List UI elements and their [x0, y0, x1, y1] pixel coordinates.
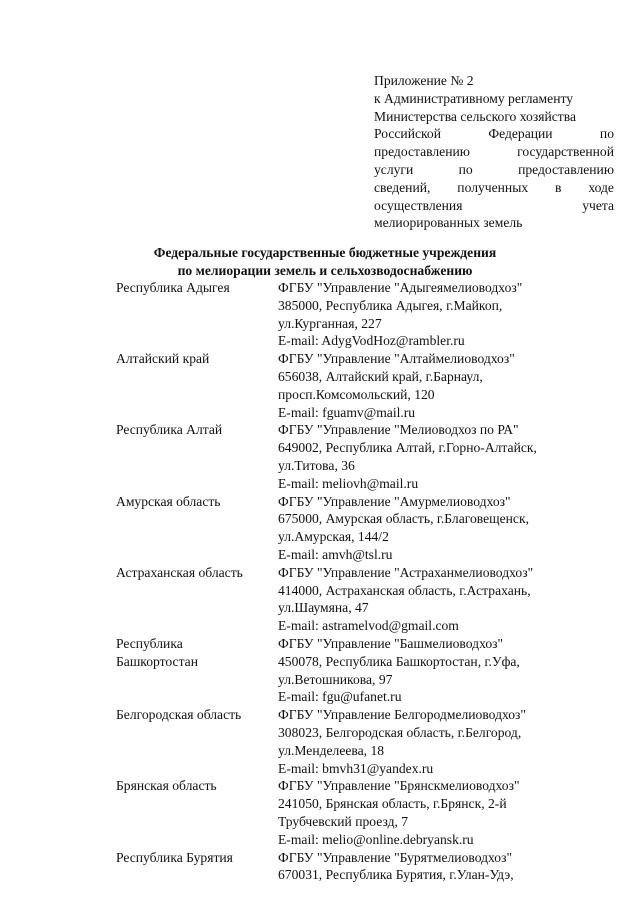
institution-list [116, 279, 616, 884]
institution-entry [116, 493, 616, 564]
region-line: Астраханская область [116, 564, 243, 580]
institution-line: ФГБУ "Управление "Астраханмелиоводхоз" [278, 564, 534, 580]
institution-details [278, 421, 616, 492]
institution-line: 450078, Республика Башкортостан, г.Уфа, [278, 653, 520, 669]
institution-email: E-mail: meliovh@mail.ru [278, 475, 419, 491]
institution-details [278, 849, 616, 885]
institution-details [278, 350, 616, 421]
institution-line: ФГБУ "Управление "Мелиоводхоз по РА" [278, 422, 519, 438]
institution-line: 385000, Республика Адыгея, г.Майкоп, [278, 297, 503, 313]
appendix-line [374, 143, 614, 161]
region-line: Республика Алтай [116, 422, 223, 438]
appendix-word: государственной [517, 144, 614, 160]
appendix-word: по [599, 126, 614, 142]
institution-details [278, 493, 616, 564]
institution-line: ул.Титова, 36 [278, 457, 355, 473]
institution-line: 656038, Алтайский край, г.Барнаул, [278, 368, 483, 384]
region-name [116, 706, 278, 777]
region-line: Республика Адыгея [116, 280, 230, 295]
institution-details [278, 279, 616, 350]
institution-line: Трубчевский проезд, 7 [278, 813, 409, 829]
appendix-word: услуги [374, 161, 414, 177]
appendix-line [374, 197, 614, 215]
institution-entry [116, 706, 616, 777]
institution-email: E-mail: AdygVodHoz@rambler.ru [278, 333, 465, 349]
institution-entry [116, 279, 616, 350]
appendix-line: к Административному регламенту [374, 90, 574, 106]
region-name [116, 777, 278, 848]
appendix-line [374, 179, 614, 197]
institution-email: E-mail: fgu@ufanet.ru [278, 689, 402, 705]
region-name [116, 564, 278, 635]
title-line-1: Федеральные государственные бюджетные учреждения [153, 245, 497, 260]
institution-line: ул.Курганная, 227 [278, 315, 382, 331]
region-name [116, 421, 278, 492]
appendix-line: Министерства сельского хозяйства [374, 108, 576, 124]
region-name [116, 350, 278, 421]
institution-line: ФГБУ "Управление "Адыгеямелиоводхоз" [278, 280, 523, 295]
institution-line: просп.Комсомольский, 120 [278, 386, 435, 402]
institution-line: ФГБУ "Управление "Брянскмелиоводхоз" [278, 778, 520, 794]
institution-line: ФГБУ "Управление "Бурятмелиоводхоз" [278, 849, 513, 865]
institution-line: ул.Амурская, 144/2 [278, 529, 389, 545]
region-line: Брянская область [116, 778, 217, 794]
institution-line: ул.Менделеева, 18 [278, 742, 385, 758]
appendix-word: сведений, [374, 179, 431, 195]
region-line: Башкортостан [116, 653, 198, 669]
institution-details [278, 564, 616, 635]
region-name [116, 635, 278, 706]
institution-entry [116, 350, 616, 421]
region-line: Алтайский край [116, 351, 210, 367]
appendix-word: Российской [374, 126, 441, 142]
institution-entry [116, 421, 616, 492]
region-line: Амурская область [116, 493, 221, 509]
appendix-word: Федерации [488, 126, 553, 142]
institution-line: 675000, Амурская область, г.Благовещенск, [278, 511, 529, 527]
institution-line: ФГБУ "Управление "Алтаймелиоводхоз" [278, 351, 515, 367]
appendix-word: учета [582, 197, 614, 213]
institution-entry [116, 635, 616, 706]
region-name [116, 849, 278, 885]
institution-entry [116, 564, 616, 635]
institution-line: 414000, Астраханская область, г.Астрахань, [278, 582, 531, 598]
title-line-2: по мелиорации земель и сельхозводоснабжению [177, 262, 473, 278]
institution-email: E-mail: melio@online.debryansk.ru [278, 831, 474, 847]
institution-line: 649002, Республика Алтай, г.Горно-Алтайск, [278, 440, 537, 456]
appendix-word: по [458, 161, 473, 177]
institution-entry [116, 849, 616, 885]
institution-line: 241050, Брянская область, г.Брянск, 2-й [278, 796, 507, 812]
appendix-line [374, 161, 614, 179]
document-title [110, 244, 540, 280]
institution-email: E-mail: amvh@tsl.ru [278, 546, 393, 562]
institution-line: ФГБУ "Управление "Башмелиоводхоз" [278, 635, 504, 651]
region-line: Республика Бурятия [116, 849, 233, 865]
appendix-line: мелиорированных земель [374, 215, 523, 231]
appendix-word: осуществления [374, 197, 463, 213]
region-name [116, 279, 278, 350]
appendix-word: ходе [588, 179, 614, 195]
appendix-word: предоставлению [518, 161, 614, 177]
institution-line: ул.Шаумяна, 47 [278, 600, 369, 616]
institution-line: 308023, Белгородская область, г.Белгород, [278, 724, 522, 740]
appendix-word: в [555, 179, 562, 195]
appendix-line [374, 125, 614, 143]
appendix-word: полученных [457, 179, 529, 195]
appendix-word: предоставлению [374, 144, 470, 160]
institution-line: ФГБУ "Управление Белгородмелиоводхоз" [278, 707, 526, 723]
institution-line: 670031, Республика Бурятия, г.Улан-Удэ, [278, 867, 514, 883]
institution-details [278, 706, 616, 777]
region-name [116, 493, 278, 564]
appendix-line: Приложение № 2 [374, 73, 474, 88]
institution-email: E-mail: bmvh31@yandex.ru [278, 760, 434, 776]
region-line: Республика [116, 635, 183, 651]
institution-details [278, 635, 616, 706]
institution-line: ФГБУ "Управление "Амурмелиоводхоз" [278, 493, 511, 509]
region-line: Белгородская область [116, 707, 242, 723]
appendix-header [374, 72, 614, 232]
institution-email: E-mail: fguamv@mail.ru [278, 404, 416, 420]
institution-entry [116, 777, 616, 848]
institution-details [278, 777, 616, 848]
institution-email: E-mail: astramelvod@gmail.com [278, 618, 459, 634]
institution-line: ул.Ветошникова, 97 [278, 671, 393, 687]
